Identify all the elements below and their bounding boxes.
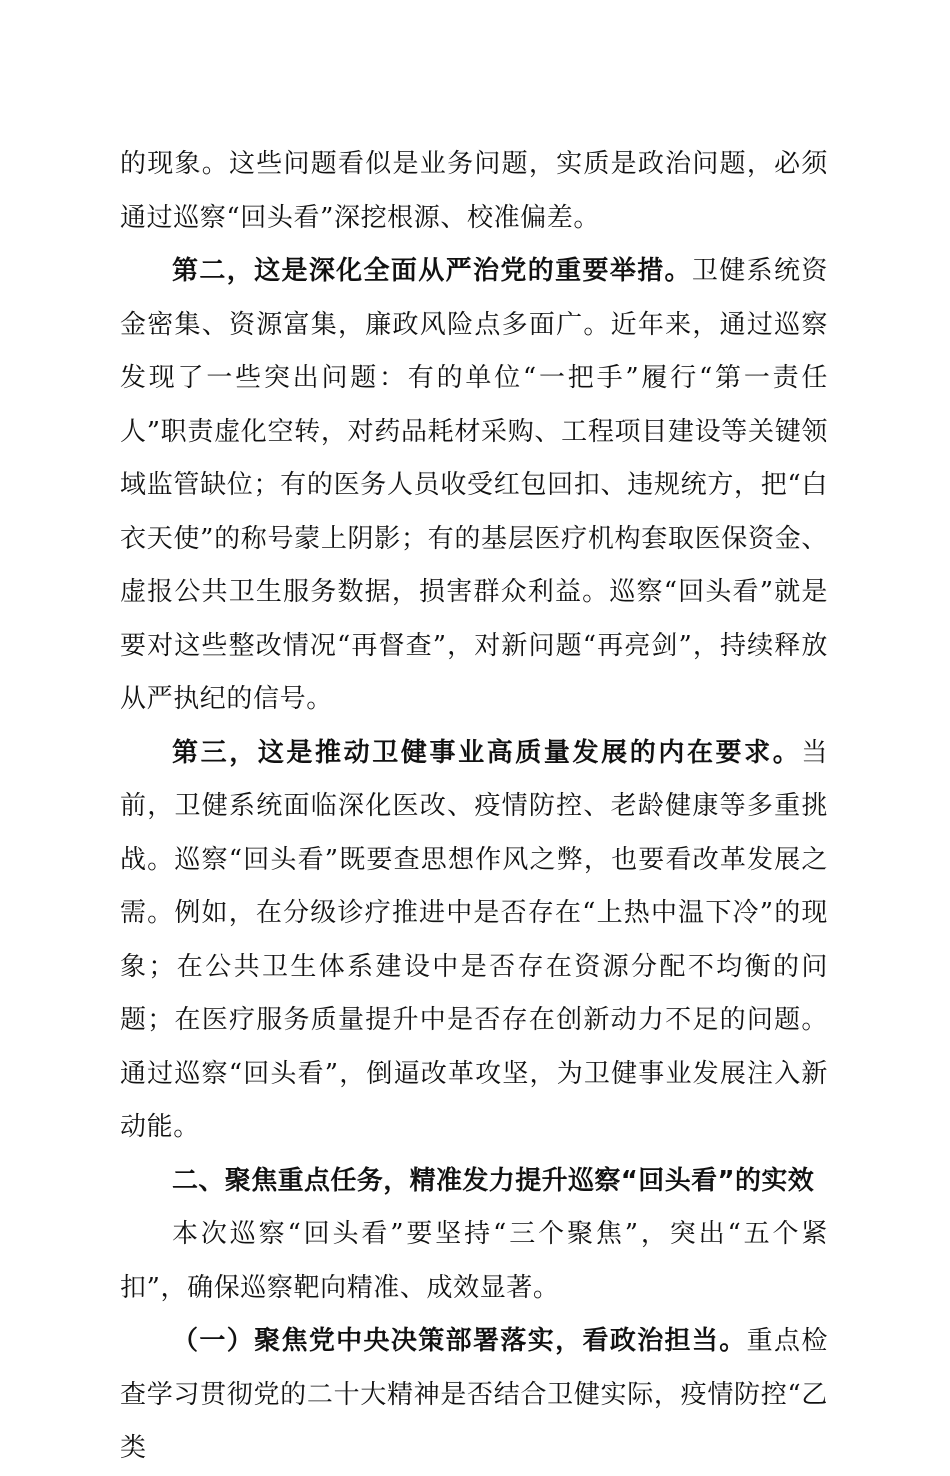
document-body <box>120 138 828 1476</box>
paragraph-section-intro-text: 本次巡察“回头看”要坚持“三个聚焦”，突出“五个紧扣”，确保巡察靶向精准、成效显著。 <box>120 1219 828 1303</box>
paragraph-section-intro <box>120 1208 828 1315</box>
paragraph-second <box>120 245 828 727</box>
section-heading: 二、聚焦重点任务，精准发力提升巡察“回头看”的实效 <box>172 1165 815 1196</box>
paragraph-third-lead: 第三，这是推动卫健事业高质量发展的内在要求。 <box>172 737 802 768</box>
paragraph-item-one-body: 重点检查学习贯彻党的二十大精神是否结合卫健实际，疫情防控“乙类 <box>120 1326 828 1463</box>
paragraph-item-one-lead: （一）聚焦党中央决策部署落实，看政治担当。 <box>172 1326 747 1356</box>
paragraph-second-lead: 第二，这是深化全面从严治党的重要举措。 <box>172 256 692 286</box>
paragraph-intro-end <box>120 138 828 245</box>
paragraph-second-body: 卫健系统资金密集、资源富集，廉政风险点多面广。近年来，通过巡察发现了一些突出问题：有的单位“一把手”履行“第一责任人”职责虚化空转，对药品耗材采购、工程项目建设等关键领域监管缺位；有的医务人员收受红包回扣、违规统方，把“白衣天使”的称号蒙上阴影；有的基层医疗机构套取医保资金、虚报公共卫生服务数据，损害群众利益。巡察“回头看”就是要对这些整改情况“再督查”，对新问题“再亮剑”，持续释放从严执纪的信号。 <box>120 256 828 714</box>
paragraph-intro-end-text: 的现象。这些问题看似是业务问题，实质是政治问题，必须通过巡察“回头看”深挖根源、校准偏差。 <box>120 149 828 233</box>
paragraph-third <box>120 727 828 1155</box>
paragraph-item-one <box>120 1315 828 1476</box>
paragraph-third-body: 当前，卫健系统面临深化医改、疫情防控、老龄健康等多重挑战。巡察“回头看”既要查思想作风之弊，也要看改革发展之需。例如，在分级诊疗推进中是否存在“上热中温下冷”的现象；在公共卫生体系建设中是否存在资源分配不均衡的问题；在医疗服务质量提升中是否存在创新动力不足的问题。通过巡察“回头看”，倒逼改革攻坚，为卫健事业发展注入新动能。 <box>120 737 828 1142</box>
